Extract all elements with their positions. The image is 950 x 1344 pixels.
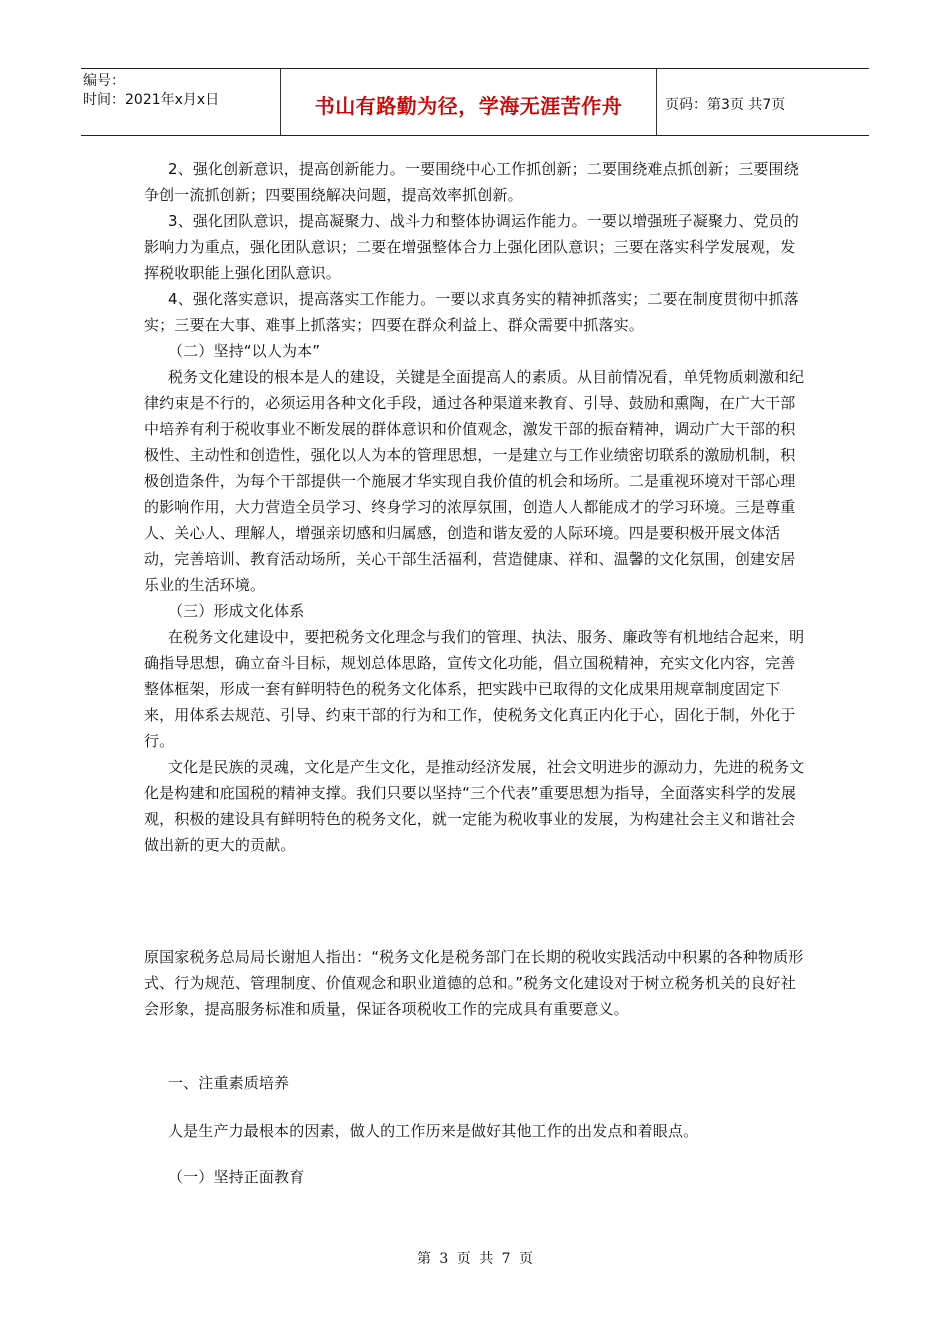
paragraph: 3、强化团队意识，提高凝聚力、战斗力和整体协调运作能力。一要以增强班子凝聚力、党员的影响力为重点，强化团队意识；二要在增强整体合力上强化团队意识；三要在落实科学发展观，发挥税收职能上强化团队意识。: [144, 212, 799, 282]
subheading: （三）形成文化体系: [168, 602, 305, 620]
document-header: [81, 68, 869, 136]
subheading: （二）坚持“以人为本”: [168, 342, 321, 360]
number-label: 编号：: [83, 73, 125, 89]
paragraph: 人是生产力最根本的因素，做人的工作历来是做好其他工作的出发点和着眼点。: [168, 1122, 699, 1140]
paragraph: 2、强化创新意识，提高创新能力。一要围绕中心工作抓创新；二要围绕难点抓创新；三要围绕争创一流抓创新；四要围绕解决问题，提高效率抓创新。: [144, 160, 799, 204]
header-motto: 书山有路勤为径，学海无涯苦作舟: [281, 69, 657, 135]
main-text-block: [144, 156, 808, 858]
header-meta: [81, 69, 281, 135]
section-heading-2: （一）坚持正面教育: [168, 1168, 305, 1186]
paragraph: 文化是民族的灵魂，文化是产生文化，是推动经济发展，社会文明进步的源动力，先进的税务文化是构建和庇国税的精神支撑。我们只要以坚持“三个代表”重要思想为指导，全面落实科学的发展观，积极的建设具有鲜明特色的税务文化，就一定能为税收事业的发展，为构建社会主义和谐社会做出新的更大的贡献。: [144, 758, 805, 854]
section-heading-1: 一、注重素质培养: [168, 1074, 290, 1092]
intro-paragraph: 原国家税务总局局长谢旭人指出：“税务文化是税务部门在长期的税收实践活动中积累的各种物质形式、行为规范、管理制度、价值观念和职业道德的总和。”税务文化建设对于树立税务机关的良好社会形象，提高服务标准和质量，保证各项税收工作的完成具有重要意义。: [144, 948, 804, 1018]
page-footer: 第 3 页 共 7 页: [416, 1251, 534, 1267]
paragraph: 4、强化落实意识，提高落实工作能力。一要以求真务实的精神抓落实；二要在制度贯彻中抓落实；三要在大事、难事上抓落实；四要在群众利益上、群众需要中抓落实。: [144, 290, 799, 334]
time-label: 时间：2021年x月x日: [83, 92, 220, 108]
paragraph: 税务文化建设的根本是人的建设，关键是全面提高人的素质。从目前情况看，单凭物质刺激和纪律约束是不行的，必须运用各种文化手段，通过各种渠道来教育、引导、鼓励和熏陶，在广大干部中培养有利于税收事业不断发展的群体意识和价值观念，激发干部的振奋精神，调动广大干部的积极性、主动性和创造性，强化以人为本的管理思想，一是建立与工作业绩密切联系的激励机制，积极创造条件，为每个干部提供一个施展才华实现自我价值的机会和场所。二是重视环境对干部心理的影响作用，大力营造全员学习、终身学习的浓厚氛围，创造人人都能成才的学习环境。三是尊重人、关心人、理解人，增强亲切感和归属感，创造和谐友爱的人际环境。四是要积极开展文体活动，完善培训、教育活动场所，关心干部生活福利，营造健康、祥和、温馨的文化氛围，创建安居乐业的生活环境。: [144, 368, 805, 594]
header-page-info: 页码：第3页 共7页: [665, 97, 786, 113]
paragraph: 在税务文化建设中，要把税务文化理念与我们的管理、执法、服务、廉政等有机地结合起来，明确指导思想，确立奋斗目标，规划总体思路，宣传文化功能，倡立国税精神，充实文化内容，完善整体框架，形成一套有鲜明特色的税务文化体系，把实践中已取得的文化成果用规章制度固定下来，用体系去规范、引导、约束干部的行为和工作，使税务文化真正内化于心，固化于制，外化于行。: [144, 628, 805, 750]
